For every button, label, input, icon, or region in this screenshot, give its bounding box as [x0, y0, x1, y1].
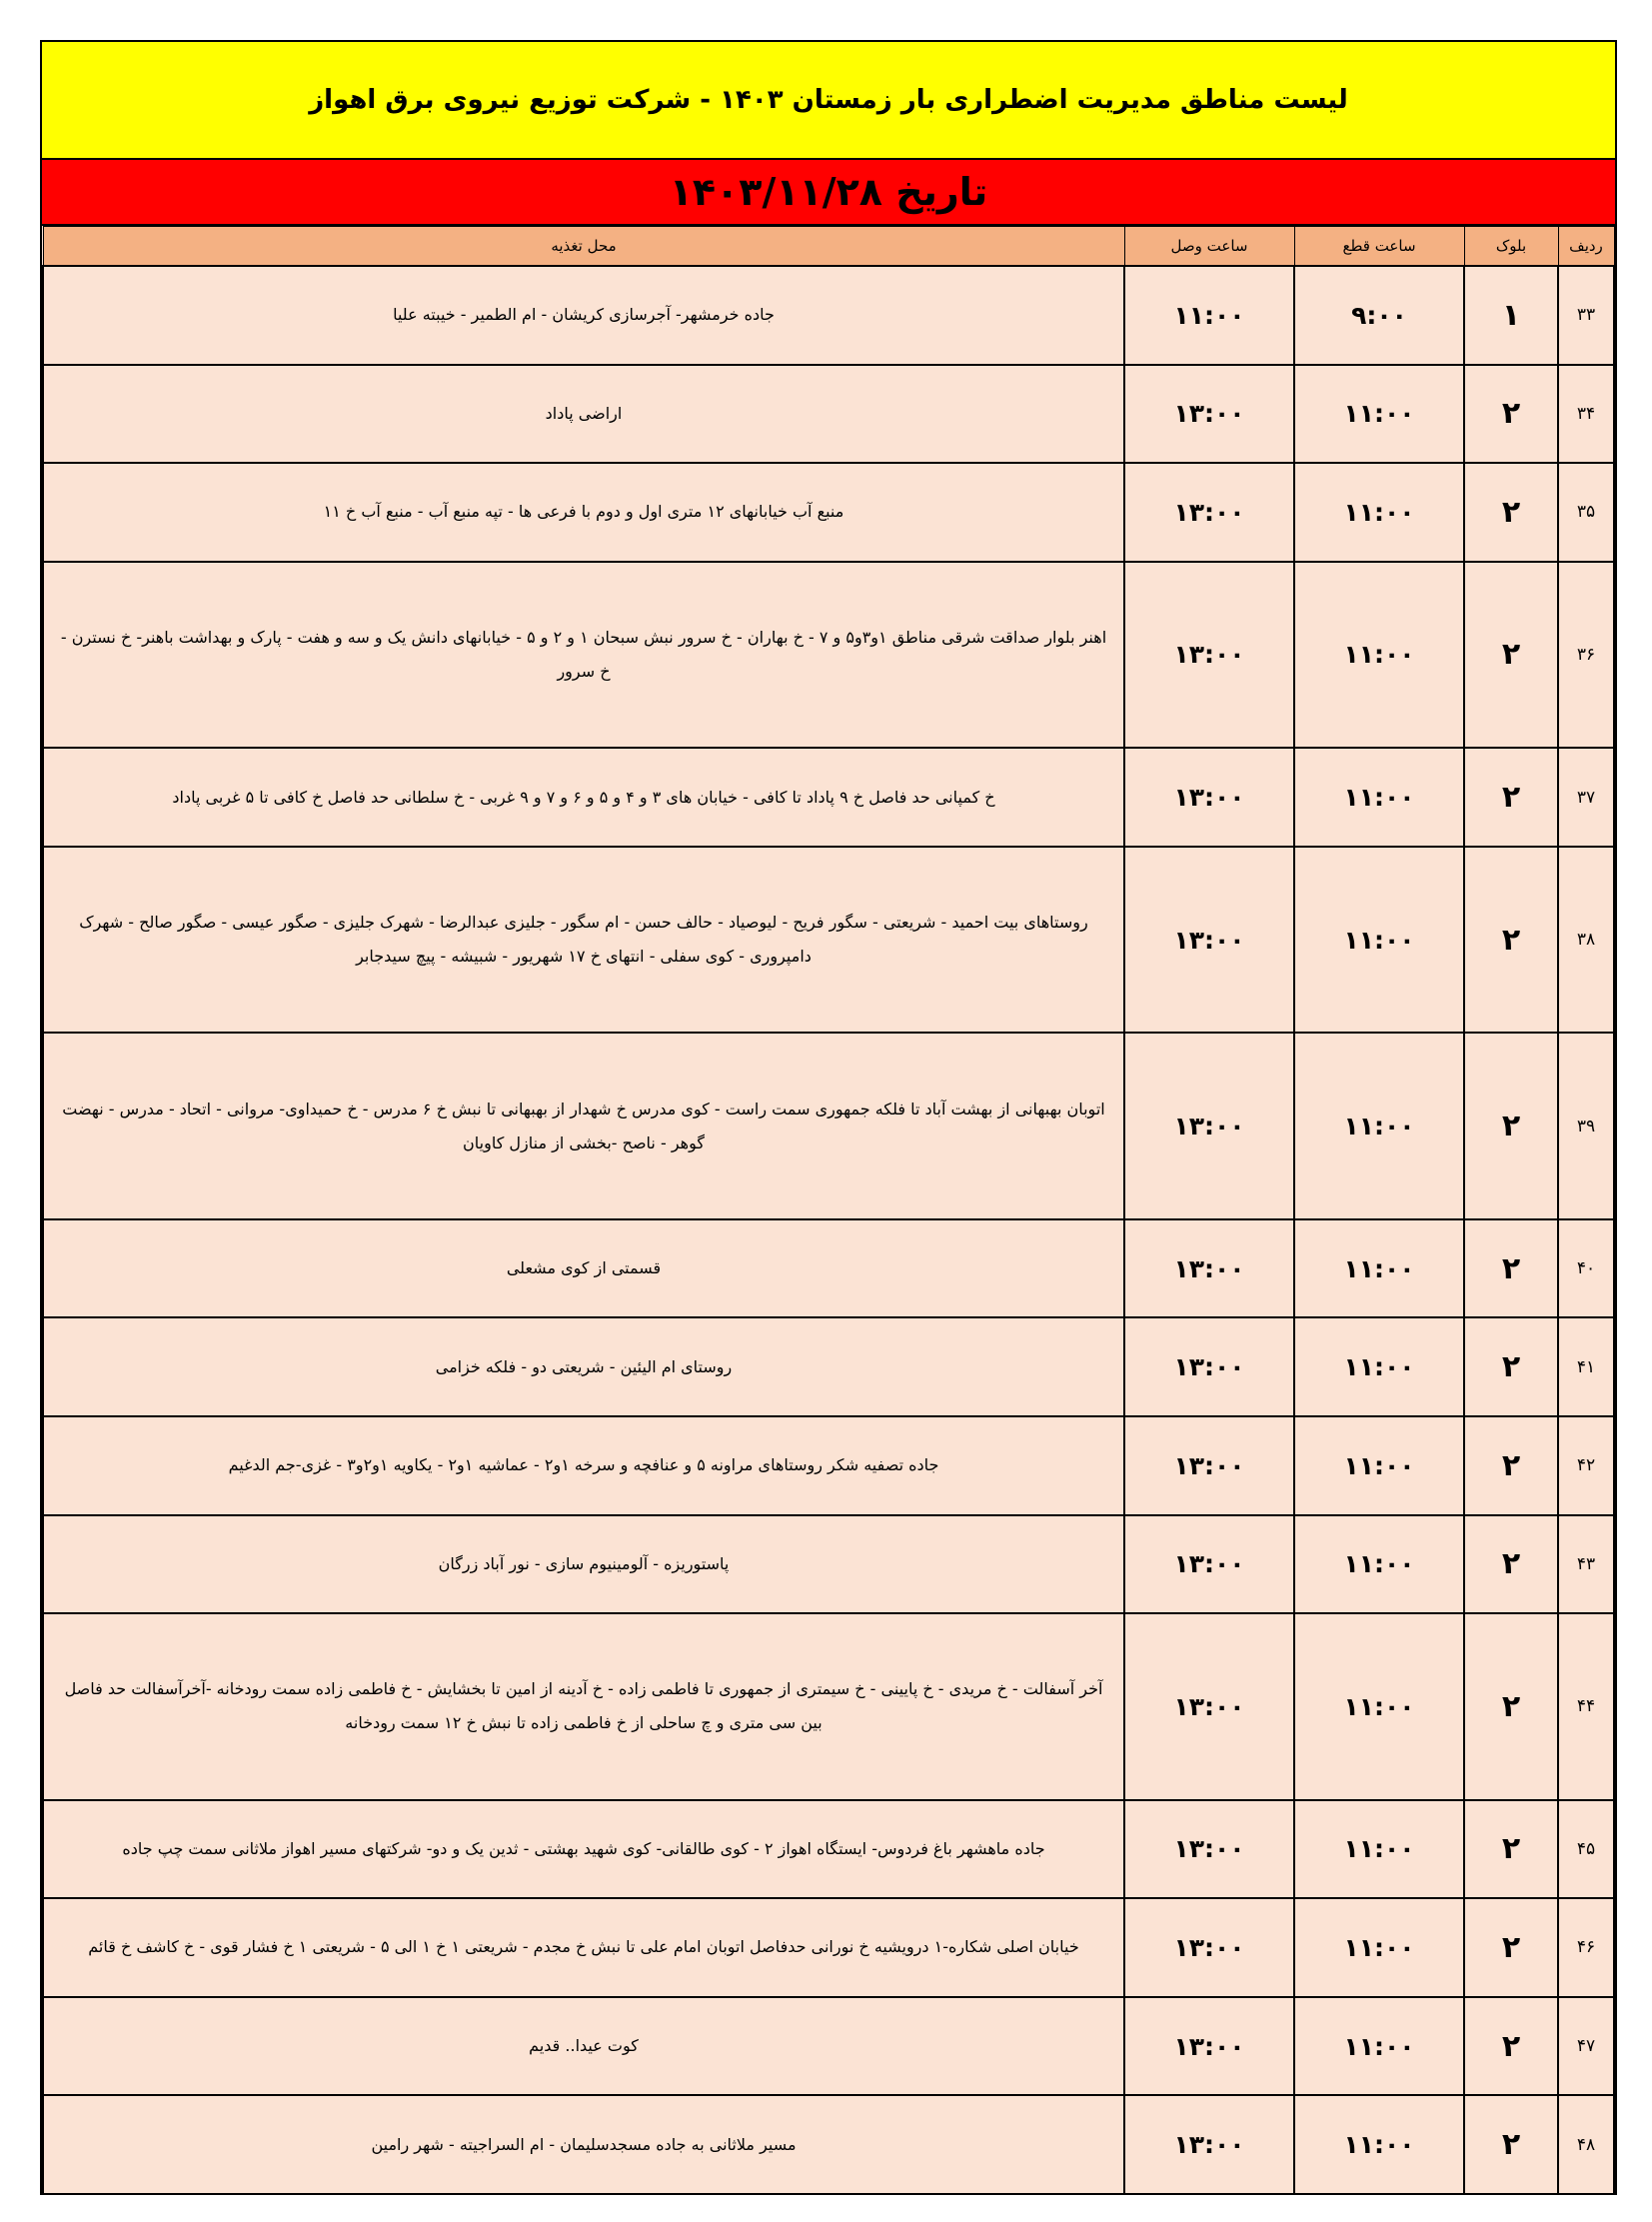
connect-time: ۱۳:۰۰	[1124, 1613, 1294, 1800]
cut-time: ۱۱:۰۰	[1294, 1317, 1464, 1416]
connect-time: ۱۳:۰۰	[1124, 748, 1294, 847]
cut-time: ۱۱:۰۰	[1294, 847, 1464, 1034]
column-header-cut-time: ساعت قطع	[1294, 227, 1464, 267]
column-header-block: بلوک	[1464, 227, 1558, 267]
location-text: جاده ماهشهر باغ فردوس- ایستگاه اهواز ۲ - کوی طالقانی- کوی شهید بهشتی - ثدین یک و دو- شرکتهای مسیر اهواز ملاثانی سمت چپ جاده	[43, 1800, 1124, 1899]
block-number: ۲	[1464, 1898, 1558, 1997]
column-header-row-number: ردیف	[1558, 227, 1614, 267]
row-number: ۴۲	[1558, 1416, 1614, 1515]
table-row	[43, 1515, 1614, 1614]
location-text: روستای ام الیئین - شریعتی دو - فلکه خزامی	[43, 1317, 1124, 1416]
column-header-location: محل تغذیه	[43, 227, 1124, 267]
cut-time: ۱۱:۰۰	[1294, 1613, 1464, 1800]
connect-time: ۱۳:۰۰	[1124, 365, 1294, 464]
block-number: ۲	[1464, 847, 1558, 1034]
table-row	[43, 748, 1614, 847]
cut-time: ۱۱:۰۰	[1294, 1033, 1464, 1219]
table-row	[43, 1317, 1614, 1416]
table-row	[43, 1416, 1614, 1515]
row-number: ۳۴	[1558, 365, 1614, 464]
cut-time: ۱۱:۰۰	[1294, 1219, 1464, 1318]
connect-time: ۱۳:۰۰	[1124, 463, 1294, 562]
table-row	[43, 1033, 1614, 1219]
table-row	[43, 1997, 1614, 2096]
block-number: ۱	[1464, 266, 1558, 365]
location-text: پاستوریزه - آلومینیوم سازی - نور آباد زرگان	[43, 1515, 1124, 1614]
row-number: ۴۴	[1558, 1613, 1614, 1800]
block-number: ۲	[1464, 1317, 1558, 1416]
cut-time: ۱۱:۰۰	[1294, 1800, 1464, 1899]
connect-time: ۱۳:۰۰	[1124, 1898, 1294, 1997]
location-text: جاده تصفیه شکر روستاهای مراونه ۵ و عنافچه و سرخه ۱و۲ - عماشیه ۱و۲ - یکاویه ۱و۲و۳ - غزی-جم الدغیم	[43, 1416, 1124, 1515]
connect-time: ۱۳:۰۰	[1124, 1997, 1294, 2096]
block-number: ۲	[1464, 562, 1558, 749]
row-number: ۴۸	[1558, 2095, 1614, 2194]
row-number: ۳۶	[1558, 562, 1614, 749]
location-text: خ کمپانی حد فاصل خ ۹ پاداد تا کافی - خیابان های ۳ و ۴ و ۵ و ۶ و ۷ و ۹ غربی - خ سلطانی حد فاصل خ کافی تا ۵ غربی پاداد	[43, 748, 1124, 847]
location-text: اراضی پاداد	[43, 365, 1124, 464]
row-number: ۳۷	[1558, 748, 1614, 847]
column-header-connect-time: ساعت وصل	[1124, 227, 1294, 267]
connect-time: ۱۳:۰۰	[1124, 847, 1294, 1034]
table-row	[43, 1219, 1614, 1318]
row-number: ۴۶	[1558, 1898, 1614, 1997]
row-number: ۴۷	[1558, 1997, 1614, 2096]
table-header-row	[43, 227, 1614, 267]
connect-time: ۱۳:۰۰	[1124, 1317, 1294, 1416]
cut-time: ۱۱:۰۰	[1294, 1898, 1464, 1997]
cut-time: ۱۱:۰۰	[1294, 1416, 1464, 1515]
block-number: ۲	[1464, 1613, 1558, 1800]
table-row	[43, 365, 1614, 464]
block-number: ۲	[1464, 1416, 1558, 1515]
cut-time: ۱۱:۰۰	[1294, 365, 1464, 464]
table-row	[43, 562, 1614, 749]
location-text: آخر آسفالت - خ مریدی - خ پایینی - خ سیمتری از جمهوری تا فاطمی زاده - خ آدینه از امین تا بخشایش - خ فاطمی زاده سمت رودخانه -آخرآسفالت حد فاصل بین سی متری و چ ساحلی از خ فاطمی زاده تا نبش خ ۱۲ سمت رودخانه	[43, 1613, 1124, 1800]
cut-time: ۱۱:۰۰	[1294, 748, 1464, 847]
block-number: ۲	[1464, 1997, 1558, 2096]
connect-time: ۱۳:۰۰	[1124, 562, 1294, 749]
cut-time: ۹:۰۰	[1294, 266, 1464, 365]
table-row	[43, 2095, 1614, 2194]
block-number: ۲	[1464, 463, 1558, 562]
block-number: ۲	[1464, 1033, 1558, 1219]
document-title: لیست مناطق مدیریت اضطراری بار زمستان ۱۴۰۳ - شرکت توزیع نیروی برق اهواز	[42, 42, 1615, 160]
cut-time: ۱۱:۰۰	[1294, 463, 1464, 562]
connect-time: ۱۳:۰۰	[1124, 1416, 1294, 1515]
block-number: ۲	[1464, 1800, 1558, 1899]
connect-time: ۱۳:۰۰	[1124, 1033, 1294, 1219]
block-number: ۲	[1464, 1515, 1558, 1614]
table-row	[43, 847, 1614, 1034]
location-text: اهنر بلوار صداقت شرقی مناطق ۱و۳و۵ و ۷ - خ بهاران - خ سرور نبش سبحان ۱ و ۲ و ۵ - خیابانهای دانش یک و سه و هفت - پارک و بهداشت باهنر- خ نسترن - خ سرور	[43, 562, 1124, 749]
table-row	[43, 463, 1614, 562]
row-number: ۴۵	[1558, 1800, 1614, 1899]
table-row	[43, 1898, 1614, 1997]
row-number: ۳۹	[1558, 1033, 1614, 1219]
location-text: منبع آب خیابانهای ۱۲ متری اول و دوم با فرعی ها - تپه منبع آب - منبع آب خ ۱۱	[43, 463, 1124, 562]
location-text: جاده خرمشهر- آجرسازی کریشان - ام الطمیر - خیبته علیا	[43, 266, 1124, 365]
location-text: کوت عیدا.. قدیم	[43, 1997, 1124, 2096]
cut-time: ۱۱:۰۰	[1294, 1997, 1464, 2096]
schedule-date: تاریخ ۱۴۰۳/۱۱/۲۸	[42, 160, 1615, 226]
connect-time: ۱۳:۰۰	[1124, 2095, 1294, 2194]
connect-time: ۱۳:۰۰	[1124, 1800, 1294, 1899]
cut-time: ۱۱:۰۰	[1294, 1515, 1464, 1614]
table-body	[43, 266, 1614, 2194]
row-number: ۴۰	[1558, 1219, 1614, 1318]
location-text: روستاهای بیت احمید - شریعتی - سگور فریح - لیوصیاد - حالف حسن - ام سگور - جلیزی عبدالرضا - شهرک جلیزی - صگور عیسی - صگور صالح - شهرک دامپروری - کوی سفلی - انتهای خ ۱۷ شهریور - شبیشه - پیچ سیدجابر	[43, 847, 1124, 1034]
table-row	[43, 1800, 1614, 1899]
row-number: ۳۳	[1558, 266, 1614, 365]
block-number: ۲	[1464, 1219, 1558, 1318]
location-text: اتوبان بهبهانی از بهشت آباد تا فلکه جمهوری سمت راست - کوی مدرس خ شهدار از بهبهانی تا نبش خ ۶ مدرس - خ حمیداوی- مروانی - اتحاد - مدرس - نهضت گوهر - ناصح -بخشی از منازل کاویان	[43, 1033, 1124, 1219]
row-number: ۳۸	[1558, 847, 1614, 1034]
block-number: ۲	[1464, 365, 1558, 464]
location-text: مسیر ملاثانی به جاده مسجدسلیمان - ام السراجیته - شهر رامین	[43, 2095, 1124, 2194]
connect-time: ۱۱:۰۰	[1124, 266, 1294, 365]
location-text: قسمتی از کوی مشعلی	[43, 1219, 1124, 1318]
cut-time: ۱۱:۰۰	[1294, 562, 1464, 749]
row-number: ۴۱	[1558, 1317, 1614, 1416]
location-text: خیابان اصلی شکاره-۱ درویشیه خ نورانی حدفاصل اتوبان امام علی تا نبش خ مجدم - شریعتی ۱ خ ۱ الی ۵ - شریعتی ۱ خ فشار قوی - خ کاشف خ قائم	[43, 1898, 1124, 1997]
outage-schedule-sheet	[40, 40, 1617, 2195]
connect-time: ۱۳:۰۰	[1124, 1219, 1294, 1318]
row-number: ۴۳	[1558, 1515, 1614, 1614]
block-number: ۲	[1464, 2095, 1558, 2194]
table-row	[43, 266, 1614, 365]
row-number: ۳۵	[1558, 463, 1614, 562]
outage-table	[42, 226, 1615, 2195]
block-number: ۲	[1464, 748, 1558, 847]
table-row	[43, 1613, 1614, 1800]
cut-time: ۱۱:۰۰	[1294, 2095, 1464, 2194]
connect-time: ۱۳:۰۰	[1124, 1515, 1294, 1614]
